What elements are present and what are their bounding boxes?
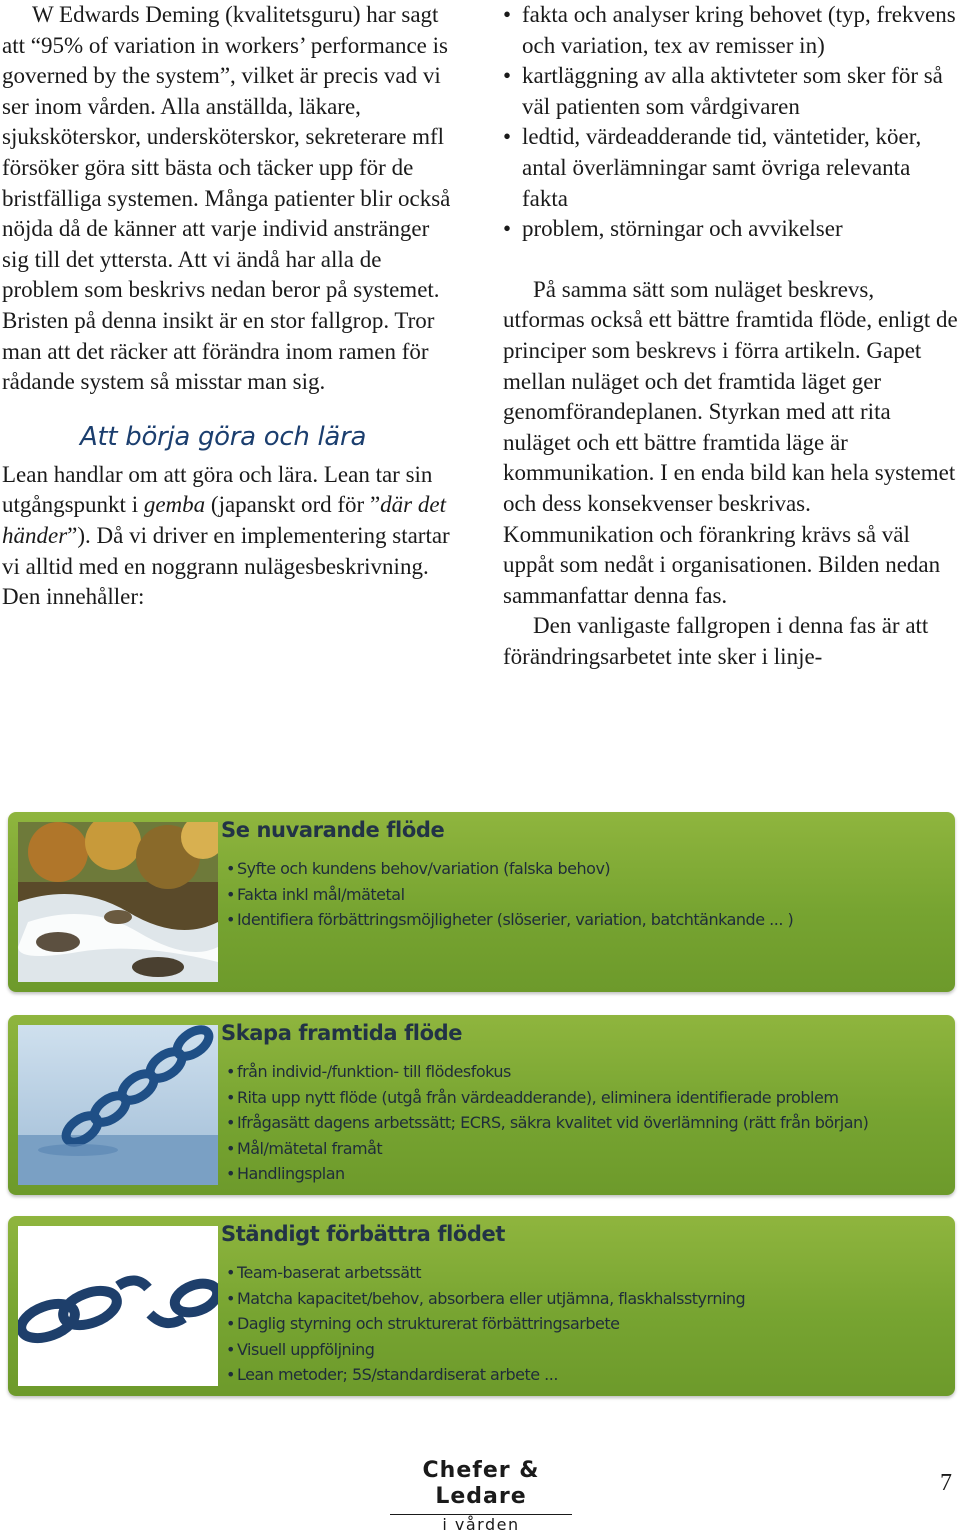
text-span: ”). Då vi driver en implementering startar vi alltid med en noggrann nulägesbeskrivning. Den innehåller:	[2, 522, 450, 610]
bullet-list	[503, 0, 958, 245]
section-heading: Att börja göra och lära	[80, 421, 367, 452]
logo-title: Chefer & Ledare	[422, 1458, 540, 1509]
banner-title: Se nuvarande flöde	[221, 818, 445, 842]
list-item: • Ifrågasätt dagens arbetssätt; ECRS, säkra kvalitet vid överlämning (rätt från början)	[226, 1110, 868, 1136]
publication-logo	[378, 1458, 584, 1535]
banner-future-flow	[8, 1015, 955, 1195]
list-item: • kartläggning av alla aktivteter som sker för så väl patienten som vårdgivaren	[503, 61, 958, 122]
list-item: • Visuell uppföljning	[226, 1337, 745, 1363]
left-column	[2, 0, 458, 613]
chain-in-water-image	[18, 1025, 218, 1185]
banner-list	[226, 1059, 868, 1187]
list-item: • Team-baserat arbetssätt	[226, 1260, 745, 1286]
banner-current-flow	[8, 812, 955, 992]
list-item: • Handlingsplan	[226, 1161, 868, 1187]
list-item: • Daglig styrning och strukturerat förbättringsarbete	[226, 1311, 745, 1337]
list-item: • Mål/mätetal framåt	[226, 1136, 868, 1162]
banner-title: Skapa framtida flöde	[221, 1021, 463, 1045]
list-item: • Fakta inkl mål/mätetal	[226, 882, 793, 908]
list-item: • Identifiera förbättringsmöjligheter (slöserier, variation, batchtänkande ... )	[226, 907, 793, 933]
list-item: • Lean metoder; 5S/standardiserat arbete ...	[226, 1362, 745, 1388]
list-item: • problem, störningar och avvikelser	[503, 214, 958, 245]
list-item: • ledtid, värdeadderande tid, väntetider, köer, antal överlämningar samt övriga relevanta fakta	[503, 122, 958, 214]
italic-term: där det händer	[2, 492, 446, 548]
broken-chain-image	[18, 1226, 218, 1386]
body-paragraph	[2, 460, 458, 613]
list-item: • fakta och analyser kring behovet (typ, frekvens och variation, tex av remisser in)	[503, 0, 958, 61]
body-paragraph: W Edwards Deming (kvalitetsguru) har sagt att “95% of variation in workers’ performance is governed by the system”, vilket är precis vad vi ser inom vården. Alla anställda, läkare, sjuksköterskor, undersköterskor, sekreterare mfl försöker göra sitt bästa och täcker upp för de bristfälliga systemen. Många patienter blir också nöjda då de känner att varje individ anstränger sig till det yttersta. Att vi ändå har alla de problem som beskrivs nedan beror på systemet. Bristen på denna insikt är en stor fallgrop. Tror man att det räcker att förändra inom ramen för rådande system så misstar man sig.	[2, 2, 451, 395]
body-paragraph: Den vanligaste fallgropen i denna fas är att förändringsarbetet inte sker i linje-	[503, 613, 929, 669]
river-stream-image	[18, 822, 218, 982]
list-item: • Syfte och kundens behov/variation (falska behov)	[226, 856, 793, 882]
text-span: Lean handlar om att göra och lära. Lean tar sin utgångspunkt i	[2, 461, 433, 518]
body-paragraph: På samma sätt som nuläget beskrevs, utformas också ett bättre framtida flöde, enligt de principer som beskrevs i förra artikeln. Gapet mellan nuläget och det framtida läget ger genomförandeplanen. Styrkan med att rita nuläget och ett bättre framtida läge är kommunikation. I en enda bild kan hela systemet och dess konsekvenser beskrivas. Kommunikation och förankring krävs så väl uppåt som nedåt i organisationen. Bilden nedan sammanfattar denna fas.	[503, 276, 958, 608]
spacer	[503, 245, 958, 275]
right-column	[503, 0, 958, 672]
banner-title: Ständigt förbättra flödet	[221, 1222, 506, 1246]
italic-term: gemba	[143, 492, 206, 518]
list-item: • Rita upp nytt flöde (utgå från värdeadderande), eliminera identifierade problem	[226, 1085, 868, 1111]
banner-list	[226, 1260, 745, 1388]
text-span: (japanskt ord för ”	[205, 492, 381, 518]
banner-improve-flow	[8, 1216, 955, 1396]
page-number: 7	[940, 1470, 952, 1496]
list-item: • Matcha kapacitet/behov, absorbera eller utjämna, flaskhalsstyrning	[226, 1286, 745, 1312]
logo-subtitle: i vården	[442, 1515, 520, 1534]
banner-list	[226, 856, 793, 933]
list-item: • från individ-/funktion- till flödesfokus	[226, 1059, 868, 1085]
